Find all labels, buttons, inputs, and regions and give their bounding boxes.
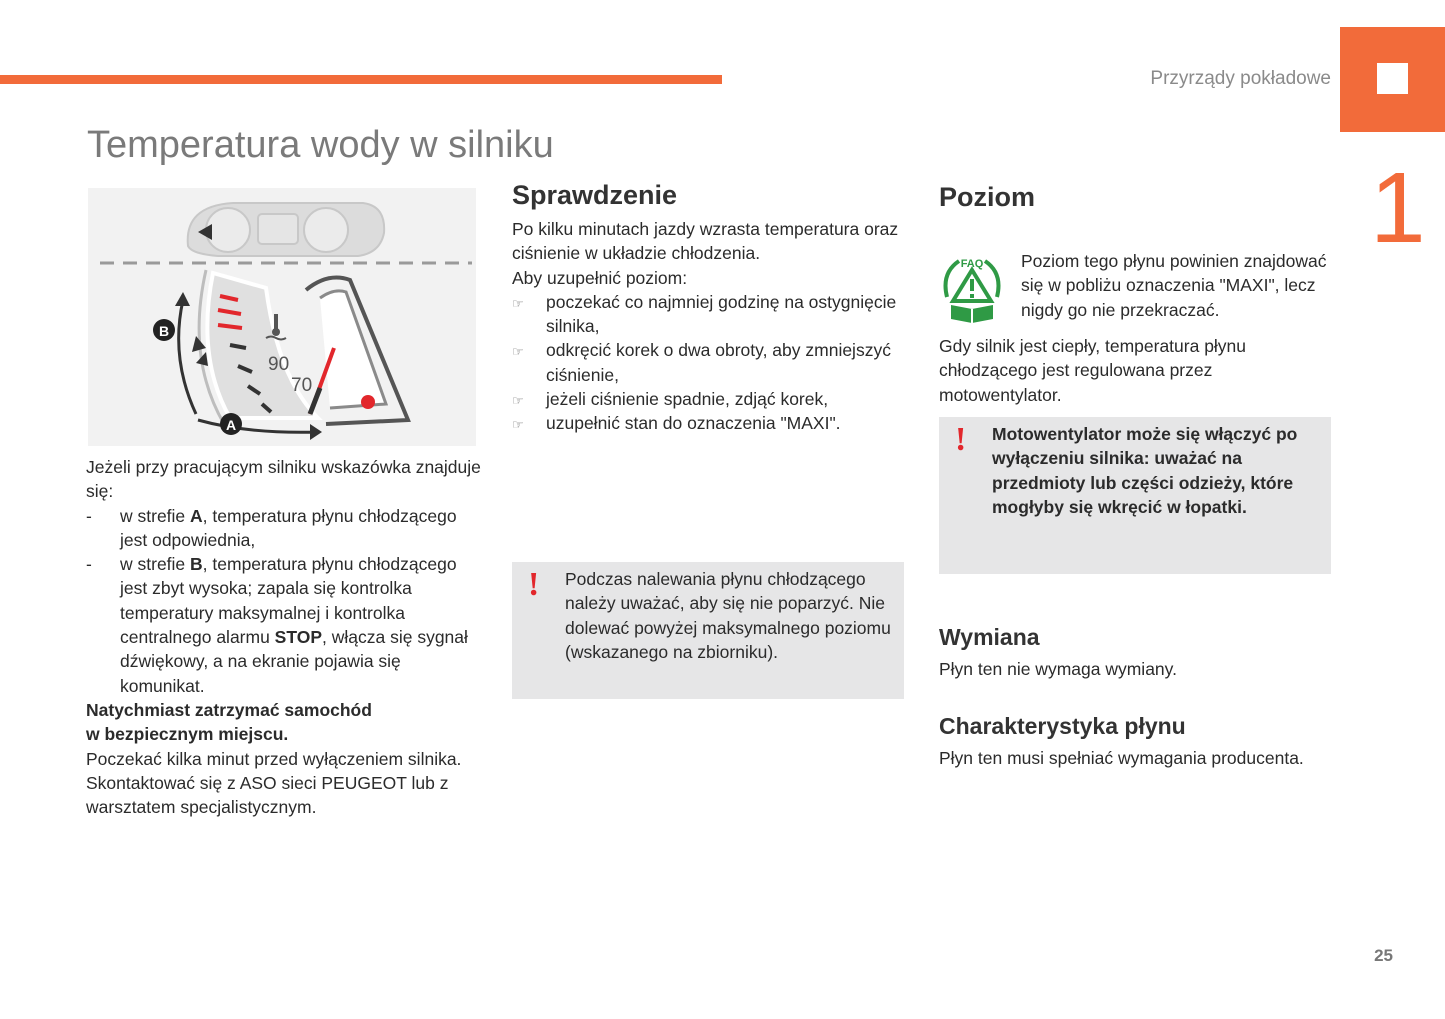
- fan-warning-box: [939, 417, 1331, 574]
- gauge-tick-90: 90: [268, 354, 290, 375]
- chapter-number: 1: [1370, 152, 1426, 264]
- characteristics-heading: Charakterystyka płynu: [939, 713, 1186, 739]
- zone-a-pre: w strefie: [120, 505, 191, 526]
- warning-icon: !: [955, 421, 967, 458]
- page-title: Temperatura wody w silniku: [87, 124, 554, 166]
- page-number: 25: [1374, 946, 1393, 965]
- check-lead: Aby uzupełnić poziom:: [512, 267, 688, 288]
- check-bullet-text: uzupełnić stan do oznaczenia "MAXI".: [546, 413, 841, 434]
- check-bullet: [512, 411, 902, 435]
- characteristics-text: Płyn ten musi spełniać wymagania producenta.: [939, 748, 1304, 768]
- warning-icon: !: [528, 566, 540, 603]
- level-icon-text: Poziom tego płynu powinien znajdować się w pobliżu oznaczenia "MAXI", lecz nigdy go nie przekraczać.: [1021, 251, 1327, 320]
- zone-label-a: A: [225, 417, 237, 433]
- zone-label-b: B: [158, 323, 170, 339]
- zone-b-post: , temperatura płynu chłodzącego jest zbyt wysoka; zapala się kontrolka temperatury maksymalnej i kontrolka centralnego alarmu: [120, 554, 457, 648]
- stop-instruction-1: Natychmiast zatrzymać samochód: [86, 699, 372, 720]
- level-heading: Poziom: [939, 182, 1036, 212]
- check-bullet-text: poczekać co najmniej godzinę na ostygnięcie silnika,: [546, 291, 897, 337]
- check-bullet: [512, 338, 902, 387]
- check-heading: Sprawdzenie: [512, 180, 678, 210]
- hand-pointer-icon: ☞: [512, 344, 524, 360]
- faq-warning-icon: [939, 253, 1005, 323]
- chapter-tab: [1340, 27, 1445, 132]
- chapter-tab-square: [1377, 63, 1408, 94]
- level-section: [939, 182, 1339, 407]
- check-intro: Po kilku minutach jazdy wzrasta temperatura oraz ciśnienie w układzie chłodzenia.: [512, 219, 899, 264]
- zone-a-item: [86, 504, 486, 553]
- check-bullet: [512, 387, 902, 411]
- level-paragraph: Gdy silnik jest ciepły, temperatura płynu chłodzącego jest regulowana przez motowentylator.: [939, 336, 1247, 405]
- zone-b-pre: w strefie: [120, 554, 191, 575]
- fan-warning-text: Motowentylator może się włączyć po wyłączeniu silnika: uważać na przedmioty lub części odzieży, które mogłyby się wkręcić w łopatki.: [992, 424, 1298, 517]
- left-intro: Jeżeli przy pracującym silniku wskazówka znajduje się:: [86, 457, 481, 502]
- gauge-tick-70: 70: [291, 375, 313, 396]
- hand-pointer-icon: ☞: [512, 417, 524, 433]
- check-bullet-text: jeżeli ciśnienie spadnie, zdjąć korek,: [546, 389, 829, 410]
- hand-pointer-icon: ☞: [512, 295, 524, 311]
- characteristics-section: [939, 713, 1339, 770]
- dash-marker: -: [86, 554, 92, 575]
- zone-a-letter: A: [190, 505, 203, 526]
- gauge-drawing: [88, 188, 476, 446]
- replacement-text: Płyn ten nie wymaga wymiany.: [939, 659, 1177, 679]
- wait-paragraph: Poczekać kilka minut przed wyłączeniem silnika.: [86, 748, 462, 769]
- dash-marker: -: [86, 505, 92, 526]
- replacement-section: [939, 624, 1339, 681]
- zone-a-post: , temperatura płynu chłodzącego jest odpowiednia,: [120, 505, 457, 550]
- zone-b-letter: B: [190, 554, 203, 575]
- hand-pointer-icon: ☞: [512, 393, 524, 409]
- gauge-illustration: [88, 188, 476, 446]
- check-bullet-text: odkręcić korek o dwa obroty, aby zmniejszyć ciśnienie,: [546, 340, 891, 385]
- left-column: [86, 455, 486, 819]
- zone-b-post2: , włącza się sygnał dźwiękowy, a na ekranie pojawia się komunikat.: [120, 627, 468, 696]
- faq-icon-caption: FAQ: [960, 258, 984, 270]
- stop-instruction-2: w bezpiecznym miejscu.: [86, 724, 289, 745]
- contact-paragraph: Skontaktować się z ASO sieci PEUGEOT lub z warsztatem specjalistycznym.: [86, 772, 449, 818]
- stop-word: STOP: [274, 627, 323, 648]
- check-section: [512, 180, 902, 436]
- header-accent-bar: [0, 75, 722, 84]
- check-bullet: [512, 290, 902, 339]
- burn-warning-text: Podczas nalewania płynu chłodzącego należy uważać, aby się nie poparzyć. Nie dolewać powyżej maksymalnego poziomu (wskazanego na zbiorniku).: [565, 569, 891, 662]
- burn-warning-box: [512, 562, 904, 699]
- replacement-heading: Wymiana: [939, 624, 1040, 650]
- zone-b-item: [86, 552, 486, 698]
- chapter-title: Przyrządy pokładowe: [1150, 68, 1331, 89]
